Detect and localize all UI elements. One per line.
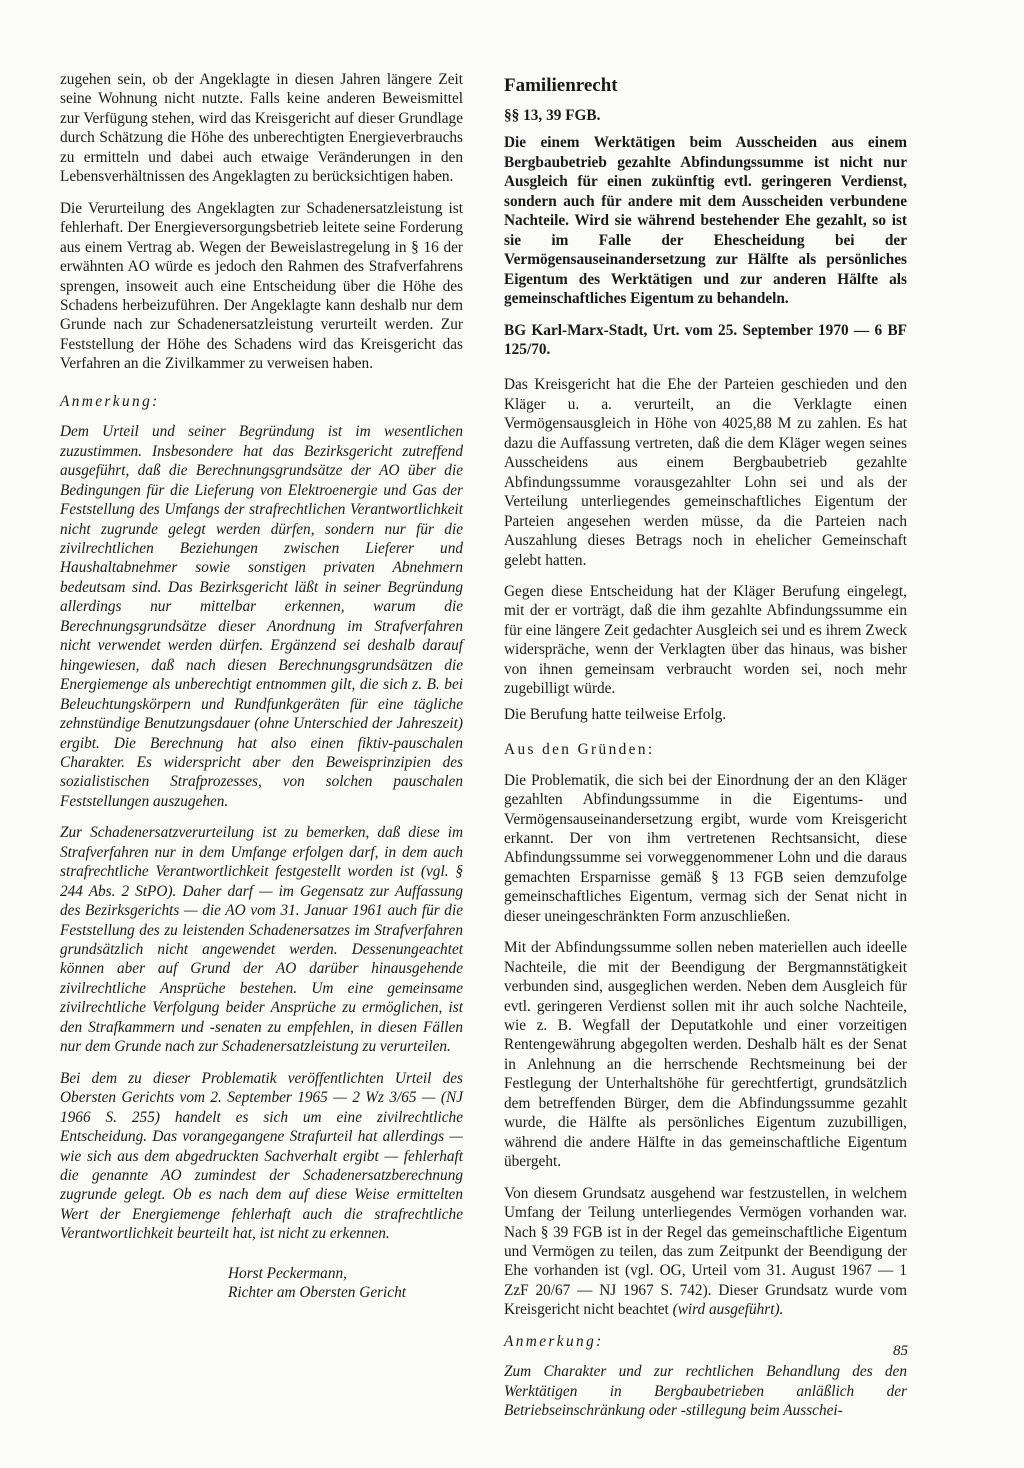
left-column <box>60 70 463 1303</box>
signature <box>60 1264 463 1303</box>
norm-reference: §§ 13, 39 FGB. <box>504 107 601 124</box>
section-title: Familienrecht <box>504 75 618 96</box>
right-paragraph-6-text: Von diesem Grundsatz ausgehend war festzustellen, in welchem Umfang der Teilung unterliegendes Vermögen vorhanden war. Nach § 39 FGB ist in der Regel das gemeinschaftliche Eigentum und Vermögen zu teilen, das zum Zeitpunkt der Beendigung der Ehe vorhanden ist (vgl. OG, Urteil vom 31. August 1967 — 1 ZzF 20/67 — NJ 1967 S. 742). Dieser Grundsatz wurde vom Kreisgericht nicht beachtet <box>504 1184 907 1319</box>
left-paragraph-2: Die Verurteilung des Angeklagten zur Schadenersatzleistung ist fehlerhaft. Der Energieversorgungsbetrieb leitete seine Forderung aus einem Vertrag ab. Wegen der Beweislastregelung in § 16 der erwähnten AO würde es jedoch den Rahmen des Strafverfahrens sprengen, insoweit auch eine Entscheidung über die Höhe des Schadens herbeizuführen. Der Angeklagte kann deshalb nur dem Grunde nach zur Schadenersatzleistung verurteilt werden. Zur Feststellung der Höhe des Schadens wird das Kreisgericht das Verfahren an die Zivilkammer zu verweisen haben. <box>60 199 463 373</box>
annotation-heading-2: Anmerkung: <box>504 1332 604 1350</box>
signature-title: Richter am Obersten Gericht <box>228 1284 406 1302</box>
annotation-paragraph-1: Dem Urteil und seiner Begründung ist im wesentlichen zuzustimmen. Insbesondere hat das Bezirksgericht zutreffend ausgeführt, daß die Berechnungsgrundsätze der AO über die Bedingungen für die Lieferung von Elektroenergie und Gas der Feststellung des Umfangs der strafrechtlichen Verantwortlichkeit nicht zugrunde gelegt werden dürfen, sondern nur für die zivilrechtlichen Beziehungen zwischen Lieferer und Haushaltabnehmer sowie sonstigen privaten Abnehmern bedeutsam sind. Das Bezirksgericht läßt in seiner Begründung allerdings nur mittelbar erkennen, warum die Berechnungsgrundsätze dieser Anordnung im Strafverfahren nicht verwendet werden dürfen. Ergänzend sei deshalb darauf hingewiesen, daß nach diesen Berechnungsgrundsätzen die Energiemenge als unberechtigt entnommen gilt, die sich z. B. bei Beleuchtungskörpern und Rundfunkgeräten für eine tägliche zehnstündige Benutzungsdauer (ohne Unterschied der Jahreszeit) ergibt. Die Berechnung hat also einen fiktiv-pauschalen Charakter. Es widerspricht aber den Beweisprinzipien des sozialistischen Strafprozesses, von solchen pauschalen Feststellungen auszugehen. <box>60 423 463 810</box>
right-paragraph-5: Mit der Abfindungssumme sollen neben materiellen auch ideelle Nachteile, die mit der Beendigung der Bergmannstätigkeit verbunden sind, ausgeglichen werden. Neben dem Ausgleich für evtl. geringeren Verdienst sollen mit ihr auch solche Nachteile, wie z. B. Wegfall der Deputatkohle und einer vorzeitigen Rentengewährung abgegolten werden. Deshalb hält es der Senat in Anlehnung an die herrschende Rechtsmeinung bei der Festlegung der Unterhaltshöhe für gerechtfertigt, grundsätzlich dem betreffenden Bürger, dem die Abfindungssumme gezahlt wurde, die Hälfte als persönliches Eigentum zuzubilligen, während die andere Hälfte in das gemeinschaftliche Eigentum übergeht. <box>504 939 907 1171</box>
right-column <box>504 70 907 1433</box>
right-paragraph-2: Gegen diese Entscheidung hat der Kläger Berufung eingelegt, mit der er vorträgt, daß die ihm gezahlte Abfindungssumme ein für eine längere Zeit gedachter Ausgleich sei und es ihrem Zweck widerspräche, wenn der Verklagten über das hinaus, was bisher von ihnen gemeinsam verbraucht worden sei, noch mehr zugebilligt würde. <box>504 582 907 698</box>
reasons-heading: Aus den Gründen: <box>504 741 655 759</box>
left-paragraph-1: zugehen sein, ob der Angeklagte in diesen Jahren längere Zeit seine Wohnung nicht nutzte. Falls keine anderen Beweismittel zur Verfügung stehen, wird das Kreisgericht auf dieser Grundlage durch Schätzung die Höhe des unberechtigten Energieverbrauchs zu ermitteln und dabei auch etwaige Veränderungen in den Lebensverhältnissen des Angeklagten zu berücksichtigen haben. <box>60 71 463 186</box>
page-number: 85 <box>893 1343 908 1359</box>
signature-name: Horst Peckermann, <box>228 1264 347 1282</box>
annotation-paragraph-3: Bei dem zu dieser Problematik veröffentlichten Urteil des Obersten Gerichts vom 2. September 1965 — 2 Wz 3/65 — (NJ 1966 S. 255) handelt es sich um eine zivilrechtliche Entscheidung. Das vorangegangene Strafurteil hat allerdings — wie sich aus dem abgedruckten Sachverhalt ergibt — fehlerhaft die genannte AO zumindest der Schadenersatzberechnung zugrunde gelegt. Ob es nach dem auf diese Weise ermittelten Wert der Energiemenge fehlerhaft auch die strafrechtliche Verantwortlichkeit beurteilt hat, ist nicht zu erkennen. <box>60 1069 463 1243</box>
right-paragraph-3: Die Berufung hatte teilweise Erfolg. <box>504 705 727 723</box>
right-paragraph-6-italic: (wird ausgeführt). <box>672 1301 784 1319</box>
headnote: Die einem Werktätigen beim Ausscheiden aus einem Bergbaubetrieb gezahlte Abfindungssumme ist nicht nur Ausgleich für einen zukünftig evtl. geringeren Verdienst, sondern auch für andere mit dem Ausscheiden verbundene Nachteile. Wird sie während bestehender Ehe gezahlt, so ist sie im Falle der Ehescheidung bei der Vermögensauseinandersetzung zur Hälfte als persönliches Eigentum des Werktätigen und zur anderen Hälfte als gemeinschaftliches Eigentum zu behandeln. <box>504 134 907 308</box>
annotation-heading: Anmerkung: <box>60 392 160 410</box>
annotation-paragraph-2: Zur Schadenersatzverurteilung ist zu bemerken, daß diese im Strafverfahren nur in dem Umfange erfolgen darf, in dem auch strafrechtliche Verantwortlichkeit festgestellt worden ist (vgl. § 244 Abs. 2 StPO). Daher darf — im Gegensatz zur Auffassung des Bezirksgerichts — die AO vom 31. Januar 1961 auch für die Feststellung des zu leistenden Schadenersatzes im Strafverfahren grundsätzlich nicht angewendet werden. Dessenungeachtet können aber auf Grund der AO darüber hinausgehende zivilrechtliche Ansprüche bestehen. Um eine gemeinsame zivilrechtliche Verfolgung beider Ansprüche zu ermöglichen, ist den Strafkammern und -senaten zu empfehlen, in diesen Fällen nur dem Grunde nach zur Schadenersatzleistung zu verurteilen. <box>60 824 463 1056</box>
right-paragraph-7: Zum Charakter und zur rechtlichen Behandlung des den Werktätigen in Bergbaubetrieben anläßlich der Betriebseinschränkung oder -stillegung beim Ausschei- <box>504 1363 907 1420</box>
right-paragraph-6 <box>504 1184 907 1320</box>
right-paragraph-4: Die Problematik, die sich bei der Einordnung der an den Kläger gezahlten Abfindungssumme in die Eigentums- und Vermögensauseinandersetzung ergibt, wurde vom Kreisgericht erkannt. Der von ihm vertretenen Rechtsansicht, diese Abfindungssumme sei vorweggenommener Lohn und die daraus gemachten Ersparnisse gemäß § 13 FGB seien demzufolge gemeinschaftliches Eigentum, vermag sich der Senat nicht in dieser uneingeschränkten Form anzuschließen. <box>504 771 907 925</box>
right-paragraph-1: Das Kreisgericht hat die Ehe der Parteien geschieden und den Kläger u. a. verurteilt, an die Verklagte einen Vermögensausgleich in Höhe von 4025,88 M zu zahlen. Es hat dazu die Auffassung vertreten, daß die dem Kläger wegen seines Ausscheidens aus einem Bergbaubetrieb gezahlte Abfindungssumme vorausgezahlter Lohn sei und als der Verteilung unterliegendes gemeinschaftliches Eigentum der Parteien angesehen werden müsse, da die Parteien nach Auszahlung dieses Betrags noch in ehelicher Gemeinschaft gelebt hatten. <box>504 376 907 569</box>
court-citation: BG Karl-Marx-Stadt, Urt. vom 25. September 1970 — 6 BF 125/70. <box>504 321 907 358</box>
